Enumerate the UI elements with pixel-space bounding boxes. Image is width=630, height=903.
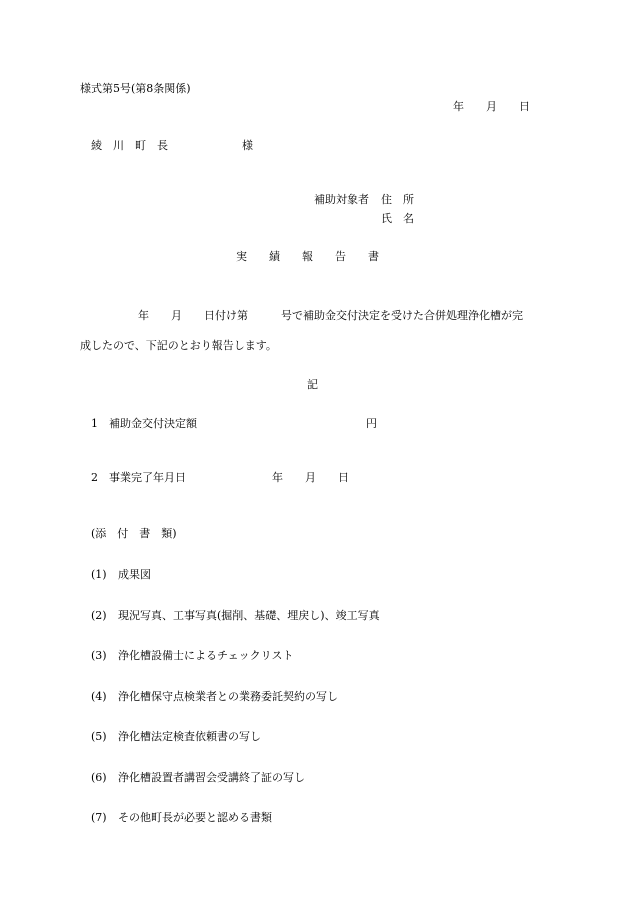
body-text-line-1: 年 月 日付け第 号で補助金交付決定を受けた合併処理浄化槽が完 <box>138 309 523 322</box>
document-title: 実 績 報 告 書 <box>236 250 379 263</box>
applicant-label: 補助対象者 <box>314 193 369 206</box>
list-item: (5) 浄化槽法定検査依頼書の写し <box>91 730 261 743</box>
item-completion-date: 年 月 日 <box>272 471 349 484</box>
list-item: (7) その他町長が必要と認める書類 <box>91 811 272 824</box>
addressee: 綾 川 町 長 <box>91 139 168 152</box>
list-item: (2) 現況写真、工事写真(掘削、基礎、埋戻し)、竣工写真 <box>91 608 380 622</box>
list-item: (1) 成果図 <box>91 568 151 581</box>
list-item: (4) 浄化槽保守点検業者との業務委託契約の写し <box>91 689 338 703</box>
item-completion-date-label: 2 事業完了年月日 <box>91 471 186 484</box>
item-grant-amount-unit: 円 <box>366 417 377 430</box>
body-text-line-2: 成したので、下記のとおり報告します。 <box>80 339 277 352</box>
applicant-address-label: 住 所 <box>381 193 414 206</box>
form-number: 様式第5号(第8条関係) <box>80 82 191 95</box>
ki-heading: 記 <box>307 378 318 391</box>
list-item: (3) 浄化槽設備士によるチェックリスト <box>91 649 294 662</box>
document-date: 年 月 日 <box>453 100 530 113</box>
attachments-list <box>91 547 380 853</box>
applicant-name-label: 氏 名 <box>381 212 414 225</box>
attachments-heading: (添 付 書 類) <box>91 527 177 540</box>
item-grant-amount-label: 1 補助金交付決定額 <box>91 417 197 430</box>
list-item: (6) 浄化槽設置者講習会受講終了証の写し <box>91 770 305 784</box>
addressee-suffix: 様 <box>242 139 253 152</box>
